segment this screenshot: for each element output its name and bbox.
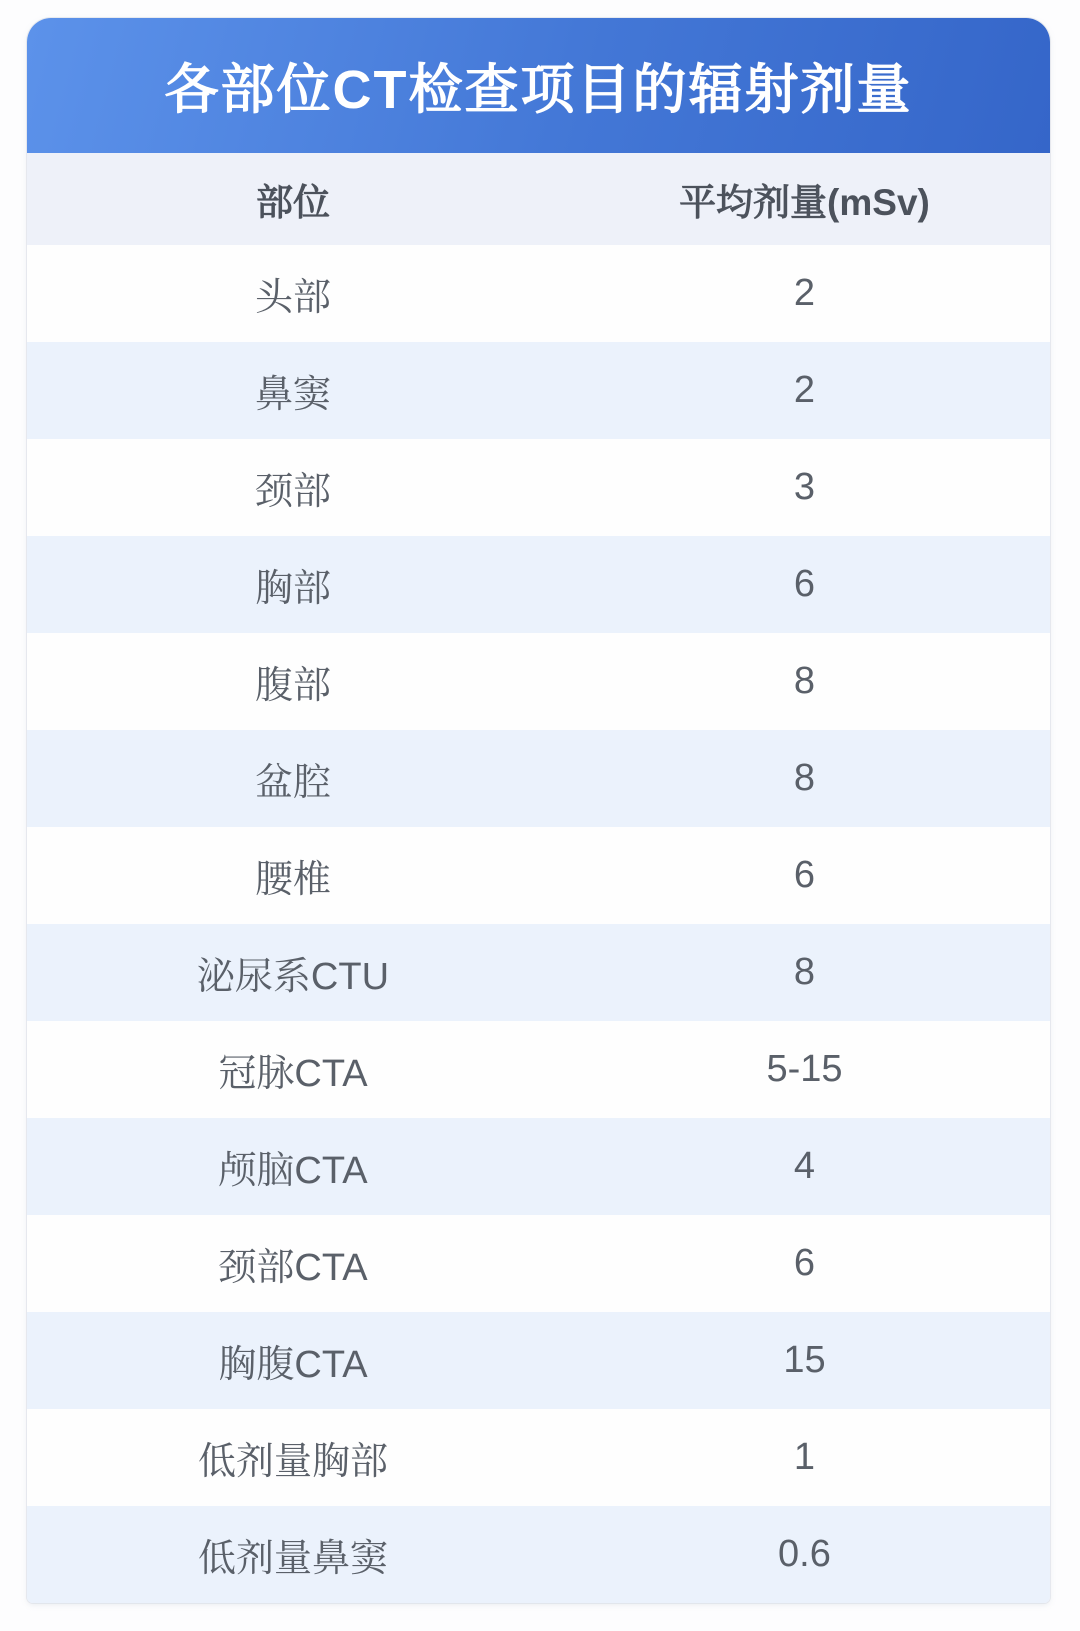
- body-part-cell: 腰椎: [254, 859, 331, 901]
- body-part-cell: 胸部: [254, 568, 331, 610]
- dose-value-cell: 1: [793, 1436, 816, 1478]
- dose-value-cell: 0.6: [778, 1533, 831, 1575]
- table-header-row: [27, 153, 1050, 245]
- dose-value-cell: 8: [793, 660, 816, 702]
- table-row: [27, 827, 1050, 924]
- body-part-cell: 颅脑CTA: [218, 1150, 368, 1192]
- dose-value-cell: 3: [793, 466, 816, 508]
- dose-table: [27, 153, 1050, 1603]
- table-body: [27, 245, 1050, 1603]
- table-row: [27, 1021, 1050, 1118]
- table-row: [27, 536, 1050, 633]
- body-part-cell: 泌尿系CTU: [196, 956, 390, 998]
- table-row: [27, 730, 1050, 827]
- table-row: [27, 1409, 1050, 1506]
- body-part-cell: 颈部CTA: [218, 1247, 368, 1289]
- table-row: [27, 1312, 1050, 1409]
- table-row: [27, 245, 1050, 342]
- body-part-cell: 盆腔: [254, 762, 331, 804]
- body-part-cell: 腹部: [254, 665, 331, 707]
- body-part-cell: 胸腹CTA: [218, 1344, 368, 1386]
- dose-value-cell: 2: [793, 369, 816, 411]
- column-header-average-dose: 平均剂量(mSv): [679, 182, 930, 223]
- table-row: [27, 1215, 1050, 1312]
- table-row: [27, 439, 1050, 536]
- table-row: [27, 1506, 1050, 1603]
- column-header-body-part: 部位: [255, 182, 330, 223]
- dose-value-cell: 8: [793, 757, 816, 799]
- dose-value-cell: 8: [793, 951, 816, 993]
- table-row: [27, 633, 1050, 730]
- dose-value-cell: 6: [793, 854, 816, 896]
- dose-value-cell: 15: [783, 1339, 826, 1381]
- dose-value-cell: 6: [793, 563, 816, 605]
- body-part-cell: 低剂量胸部: [197, 1441, 388, 1483]
- body-part-cell: 低剂量鼻窦: [197, 1538, 388, 1580]
- dose-value-cell: 5-15: [766, 1048, 843, 1090]
- body-part-cell: 冠脉CTA: [218, 1053, 368, 1095]
- table-row: [27, 342, 1050, 439]
- table-row: [27, 924, 1050, 1021]
- body-part-cell: 头部: [254, 277, 331, 319]
- body-part-cell: 鼻窦: [254, 374, 331, 416]
- dose-value-cell: 4: [793, 1145, 816, 1187]
- dose-value-cell: 6: [793, 1242, 816, 1284]
- ct-dose-table-card: [27, 18, 1050, 1603]
- table-title: 各部位CT检查项目的辐射剂量: [27, 18, 1050, 153]
- dose-value-cell: 2: [793, 272, 816, 314]
- body-part-cell: 颈部: [254, 471, 331, 513]
- table-row: [27, 1118, 1050, 1215]
